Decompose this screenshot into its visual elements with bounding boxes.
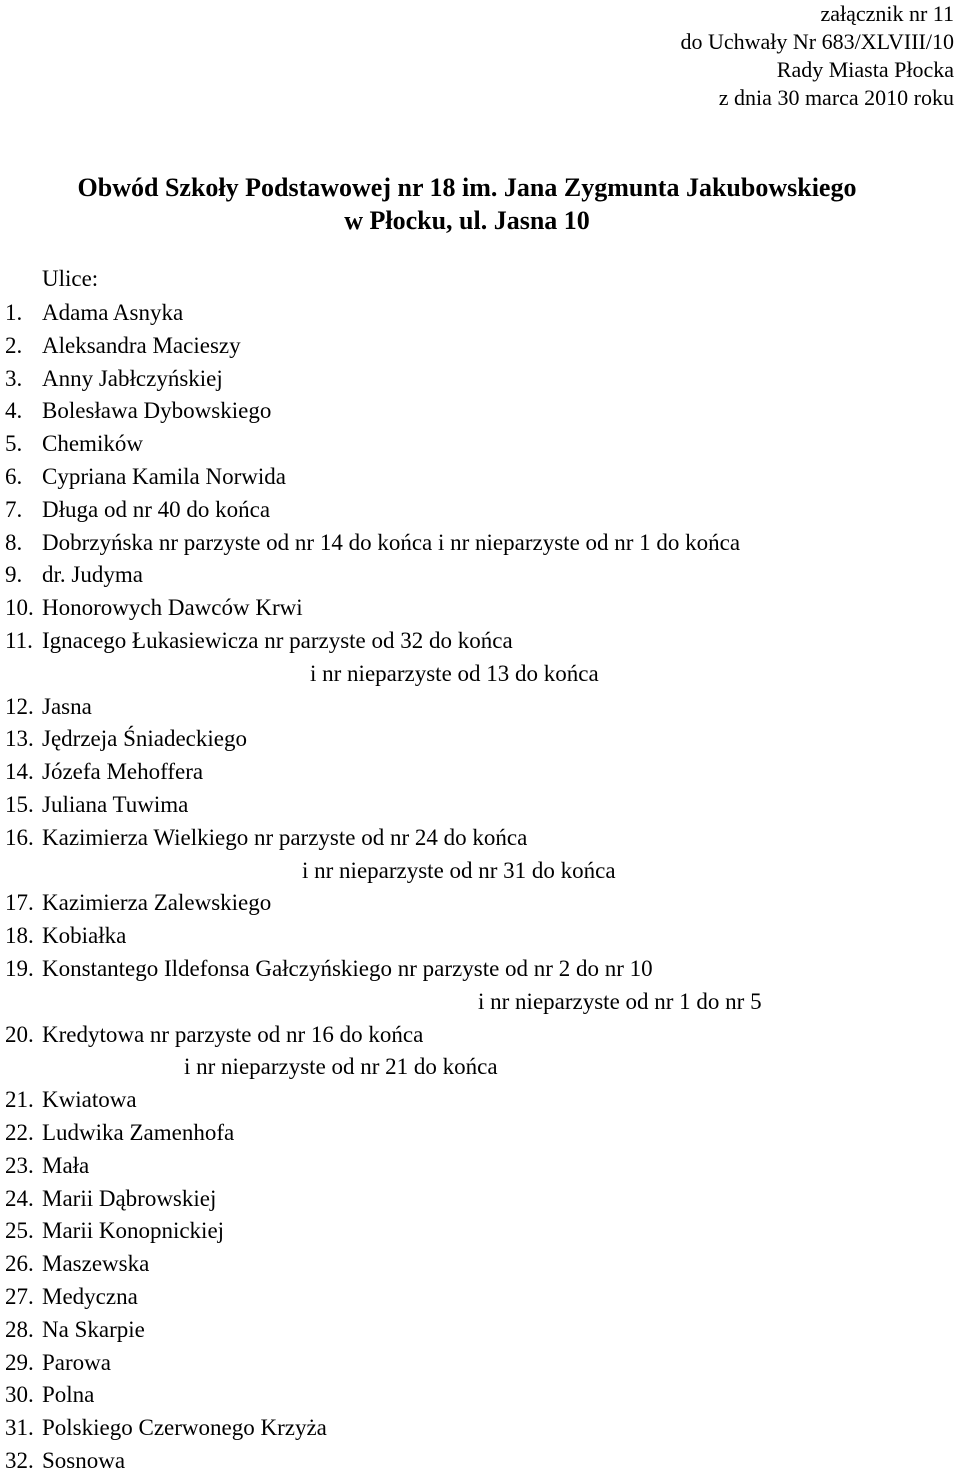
street-number: 7. xyxy=(5,496,23,522)
street-number: 31. xyxy=(5,1415,34,1441)
street-number: 23. xyxy=(5,1152,34,1178)
street-name: Marii Konopnickiej xyxy=(42,1218,225,1244)
street-number: 12. xyxy=(5,693,34,719)
streets-label: Ulice: xyxy=(42,266,99,291)
street-number: 5. xyxy=(5,431,23,457)
street-name: Konstantego Ildefonsa Gałczyńskiego nr parzyste od nr 2 do nr 10 xyxy=(42,955,653,981)
street-number: 16. xyxy=(5,824,34,850)
street-list-item xyxy=(0,494,960,527)
street-list-item xyxy=(0,1183,960,1216)
street-name: Kazimierza Zalewskiego xyxy=(42,890,272,916)
street-number: 20. xyxy=(5,1021,34,1047)
street-range-continuation: i nr nieparzyste od nr 31 do końca xyxy=(302,857,616,883)
street-name: Chemików xyxy=(42,431,143,457)
street-number: 3. xyxy=(5,365,23,391)
street-name: Sosnowa xyxy=(42,1447,126,1473)
street-name: Kredytowa nr parzyste od nr 16 do końca xyxy=(42,1021,424,1047)
street-list xyxy=(0,297,960,1478)
resolution-line: do Uchwały Nr 683/XLVIII/10 xyxy=(680,29,954,54)
street-list-item xyxy=(0,1314,960,1347)
street-name: Kobiałka xyxy=(42,923,127,949)
street-name: Mała xyxy=(42,1152,90,1178)
attachment-header xyxy=(680,0,954,112)
street-name: Dobrzyńska nr parzyste od nr 14 do końca i nr nieparzyste od nr 1 do końca xyxy=(42,529,741,555)
street-list-item xyxy=(0,395,960,428)
street-list-item xyxy=(0,527,960,560)
street-number: 18. xyxy=(5,923,34,949)
street-number: 25. xyxy=(5,1218,34,1244)
street-list-item xyxy=(0,330,960,363)
street-name: Józefa Mehoffera xyxy=(42,759,204,785)
street-list-item xyxy=(0,789,960,822)
street-name: Ignacego Łukasiewicza nr parzyste od 32 do końca xyxy=(42,627,513,653)
street-list-item xyxy=(0,625,960,691)
street-list-item xyxy=(0,1248,960,1281)
street-range-continuation: i nr nieparzyste od 13 do końca xyxy=(310,660,599,686)
street-list-item xyxy=(0,559,960,592)
street-name: Jasna xyxy=(42,693,92,719)
street-number: 8. xyxy=(5,529,23,555)
street-number: 27. xyxy=(5,1283,34,1309)
street-range-continuation: i nr nieparzyste od nr 1 do nr 5 xyxy=(478,988,762,1014)
street-list-item xyxy=(0,1215,960,1248)
street-number: 21. xyxy=(5,1087,34,1113)
street-name: Juliana Tuwima xyxy=(42,791,189,817)
street-list-item xyxy=(0,1084,960,1117)
street-list-item xyxy=(0,1347,960,1380)
street-name: Kazimierza Wielkiego nr parzyste od nr 24 do końca xyxy=(42,824,528,850)
street-number: 32. xyxy=(5,1447,34,1473)
date-line: z dnia 30 marca 2010 roku xyxy=(718,85,954,110)
street-name: Jędrzeja Śniadeckiego xyxy=(42,726,247,752)
street-list-item xyxy=(0,887,960,920)
street-name: Adama Asnyka xyxy=(42,300,184,325)
street-name: Na Skarpie xyxy=(42,1316,145,1342)
street-number: 30. xyxy=(5,1382,34,1408)
street-list-item xyxy=(0,1117,960,1150)
street-list-item xyxy=(0,1445,960,1478)
title-line-1: Obwód Szkoły Podstawowej nr 18 im. Jana Zygmunta Jakubowskiego xyxy=(77,173,857,202)
street-list-item xyxy=(0,1281,960,1314)
street-range-continuation: i nr nieparzyste od nr 21 do końca xyxy=(184,1054,498,1080)
street-number: 11. xyxy=(5,627,33,653)
street-name: Marii Dąbrowskiej xyxy=(42,1185,217,1211)
street-name: Bolesława Dybowskiego xyxy=(42,398,272,424)
street-name: dr. Judyma xyxy=(42,562,143,588)
street-number: 14. xyxy=(5,759,34,785)
street-list-item xyxy=(0,428,960,461)
street-list-item xyxy=(0,1412,960,1445)
street-number: 1. xyxy=(5,300,23,325)
street-list-item xyxy=(0,822,960,888)
street-list-item xyxy=(0,920,960,953)
street-name: Kwiatowa xyxy=(42,1087,137,1113)
street-number: 6. xyxy=(5,463,23,489)
street-name: Anny Jabłczyńskiej xyxy=(42,365,223,391)
street-number: 26. xyxy=(5,1251,34,1277)
street-list-item xyxy=(0,461,960,494)
attachment-line: załącznik nr 11 xyxy=(820,1,954,26)
street-list-item xyxy=(0,297,960,330)
street-number: 29. xyxy=(5,1349,34,1375)
street-name: Maszewska xyxy=(42,1251,150,1277)
street-list-item xyxy=(0,953,960,1019)
street-list-item xyxy=(0,1019,960,1085)
street-name: Medyczna xyxy=(42,1283,138,1309)
street-list-item xyxy=(0,756,960,789)
street-number: 4. xyxy=(5,398,23,424)
street-name: Polna xyxy=(42,1382,95,1408)
street-number: 19. xyxy=(5,955,34,981)
street-name: Honorowych Dawców Krwi xyxy=(42,595,303,621)
street-number: 2. xyxy=(5,332,23,358)
street-list-item xyxy=(0,363,960,396)
document-title xyxy=(0,171,934,237)
title-line-2: w Płocku, ul. Jasna 10 xyxy=(344,206,590,235)
street-list-item xyxy=(0,592,960,625)
street-number: 22. xyxy=(5,1119,34,1145)
street-number: 9. xyxy=(5,562,23,588)
street-number: 17. xyxy=(5,890,34,916)
street-name: Parowa xyxy=(42,1349,111,1375)
street-list-item xyxy=(0,1379,960,1412)
street-name: Polskiego Czerwonego Krzyża xyxy=(42,1415,327,1441)
street-list-item xyxy=(0,723,960,756)
street-list-item xyxy=(0,691,960,724)
street-name: Aleksandra Macieszy xyxy=(42,332,241,358)
street-number: 10. xyxy=(5,595,34,621)
council-line: Rady Miasta Płocka xyxy=(776,57,954,82)
street-list-item xyxy=(0,1150,960,1183)
street-number: 15. xyxy=(5,791,34,817)
street-number: 13. xyxy=(5,726,34,752)
street-name: Cypriana Kamila Norwida xyxy=(42,463,286,489)
street-number: 28. xyxy=(5,1316,34,1342)
street-name: Długa od nr 40 do końca xyxy=(42,496,271,522)
street-name: Ludwika Zamenhofa xyxy=(42,1119,235,1145)
street-number: 24. xyxy=(5,1185,34,1211)
